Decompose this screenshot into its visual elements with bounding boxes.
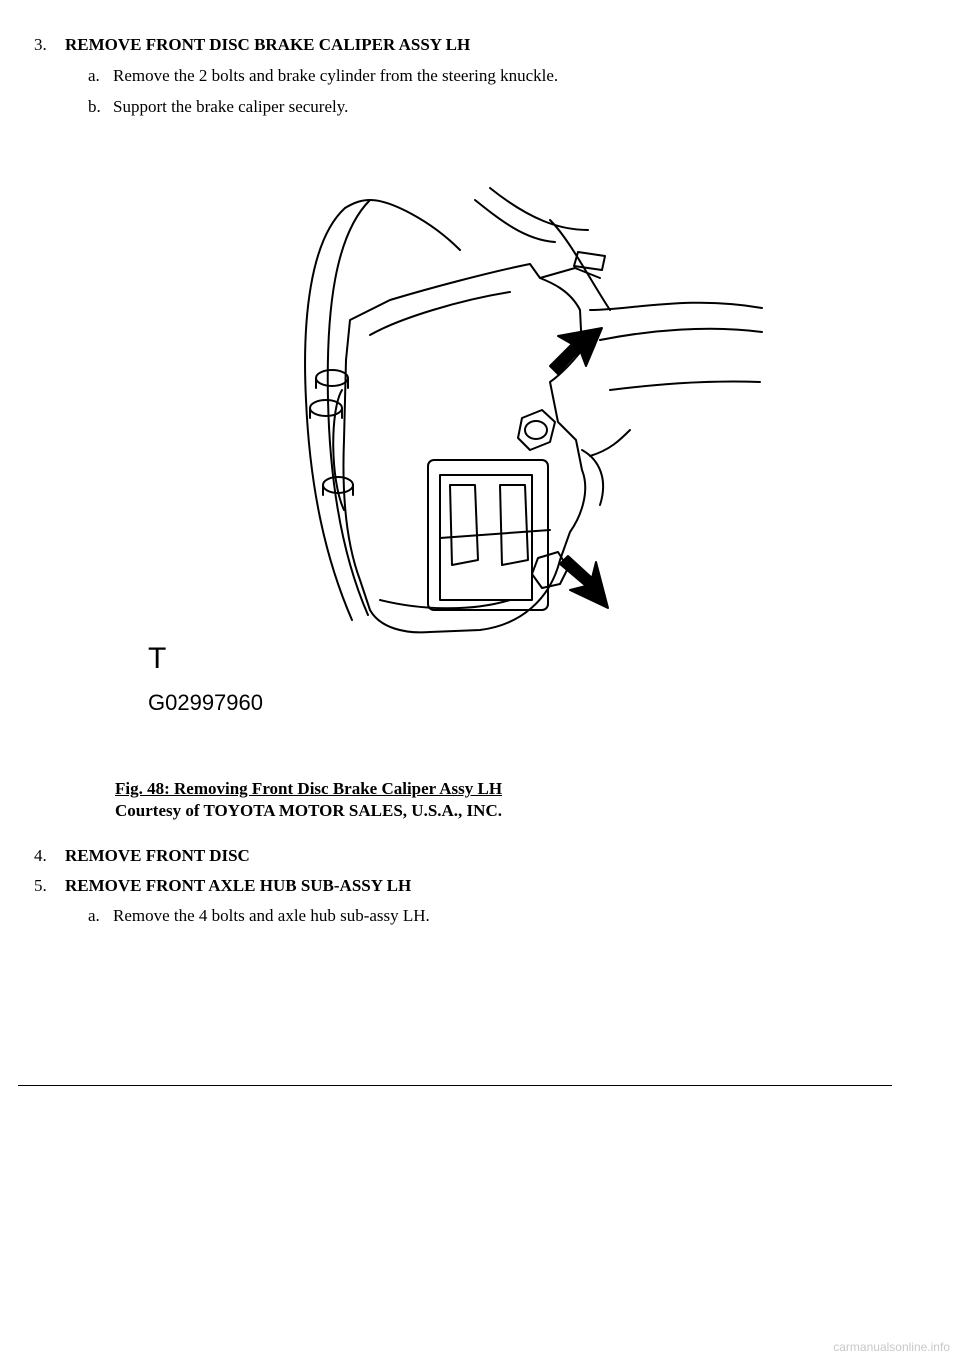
step-number: 4.: [34, 846, 47, 865]
sub-letter: a.: [88, 906, 100, 925]
step-4: [34, 846, 250, 866]
sub-text: Support the brake caliper securely.: [113, 97, 349, 116]
sub-text: Remove the 2 bolts and brake cylinder from the steering knuckle.: [113, 66, 559, 85]
step-number: 3.: [34, 35, 47, 54]
footer-watermark: carmanualsonline.info: [833, 1340, 950, 1354]
caliper-illustration: [130, 160, 790, 720]
step-title: REMOVE FRONT AXLE HUB SUB-ASSY LH: [65, 876, 412, 895]
step-5-sub-a: [88, 906, 430, 926]
page-divider: [18, 1085, 892, 1086]
sub-letter: a.: [88, 66, 100, 85]
caption-credit: Courtesy of TOYOTA MOTOR SALES, U.S.A., INC.: [115, 801, 502, 820]
step-3-sub-a: [88, 66, 558, 86]
step-title: REMOVE FRONT DISC: [65, 846, 250, 865]
caption-title: Fig. 48: Removing Front Disc Brake Caliper Assy LH: [115, 779, 503, 798]
step-3-sub-b: [88, 97, 348, 117]
sub-text: Remove the 4 bolts and axle hub sub-assy LH.: [113, 906, 430, 925]
figure-marker: T: [148, 642, 167, 675]
step-title: REMOVE FRONT DISC BRAKE CALIPER ASSY LH: [65, 35, 471, 54]
step-number: 5.: [34, 876, 47, 895]
sub-letter: b.: [88, 97, 101, 116]
figure-code: G02997960: [148, 690, 263, 715]
step-5: [34, 876, 411, 896]
figure-caption: [115, 778, 502, 822]
step-3: [34, 35, 470, 55]
